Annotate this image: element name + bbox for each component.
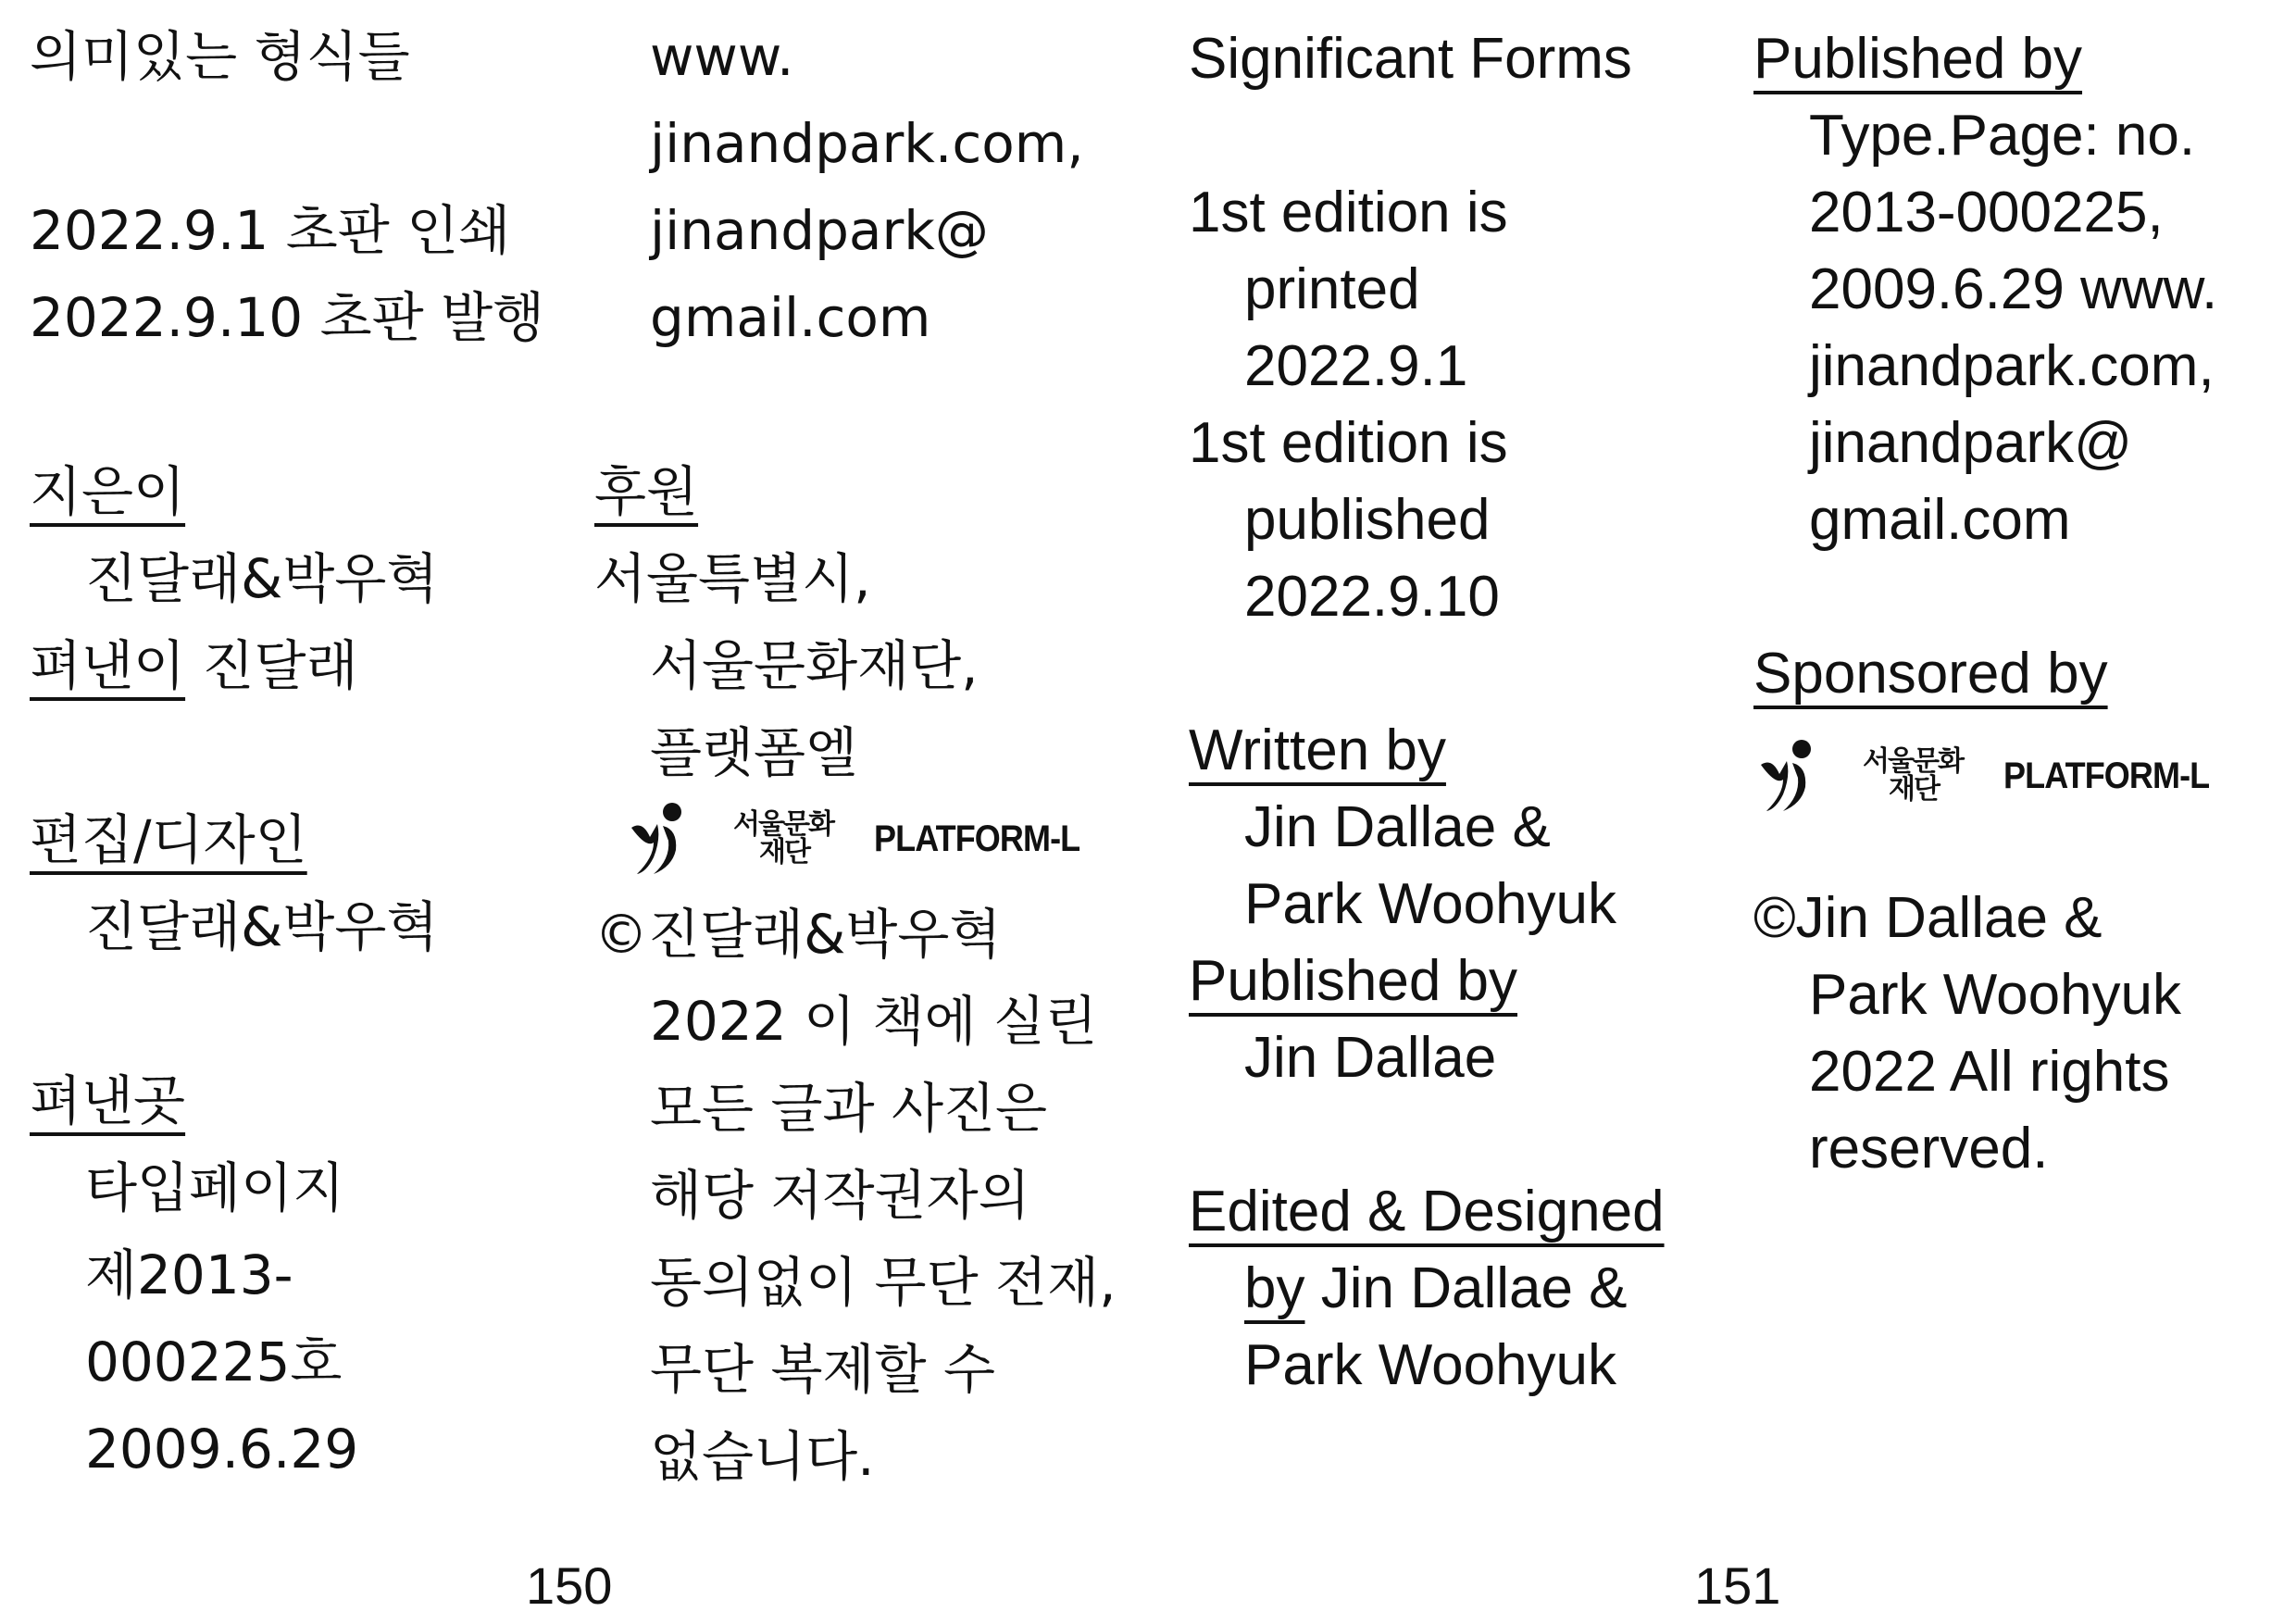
platform-l-logo: PLATFORM-L [2003,755,2210,796]
design-label-ko: 편집/디자인 [30,808,307,871]
copyright-first-en: ©Jin Dallae & [1753,886,2103,950]
left-col-2-contact [650,13,1084,361]
author-value-ko: 진달래&박우혁 [85,547,439,610]
copyright-line: 2022 이 책에 실린 [650,990,1098,1053]
edited-by-word: by [1244,1256,1305,1320]
contact-line: gmail.com [650,286,931,349]
publishedby-label-en-2: Published by [1753,27,2083,91]
seoul-foundation-logo [733,808,833,868]
sponsor-logos-en [1755,739,2232,813]
edited-label-en: Edited & Designed [1189,1180,1665,1243]
publishedby-label-en: Published by [1189,949,1518,1013]
published-line: 2022.9.10 [1244,565,1500,629]
edited-line-2: Park Woohyuk [1244,1333,1617,1397]
publishedby-line: Type.Page: no. [1809,104,2196,168]
published-date-ko: 2022.9.10 초판 발행 [30,286,545,349]
sponsor-label-ko: 후원 [594,460,699,523]
edited-line-1 [1189,1250,1665,1327]
seoul-foundation-line: 재단 [1889,773,1939,806]
platform-l-logo: PLATFORM-L [873,818,1080,859]
sponsor-line: 플랫폼엘 [650,721,858,784]
right-col-4 [1753,20,2217,712]
copyright-line: 모든 글과 사진은 [650,1077,1048,1140]
right-col-4-copyright [1753,880,2181,1187]
copyright-line: 없습니다. [650,1425,875,1488]
printed-line: 2022.9.1 [1244,334,1468,398]
left-col-1 [30,13,544,1493]
copyright-line-en: reserved. [1809,1117,2049,1181]
press-line: 타입페이지 [85,1156,345,1219]
printed-date-ko: 2022.9.1 초판 인쇄 [30,199,511,262]
publishedby-line: jinandpark@ [1809,411,2133,475]
edited-rest: Jin Dallae & [1304,1256,1628,1320]
printed-first-en: 1st edition is [1189,181,1508,244]
seoul-foundation-line: 서울문화 [1863,745,1963,778]
sponsor-line: 서울문화재단, [650,634,979,697]
design-value-ko: 진달래&박우혁 [85,895,439,958]
copyright-line-en: Park Woohyuk [1809,963,2182,1027]
press-line: 제2013- [85,1243,293,1306]
book-title-ko: 의미있는 형식들 [30,25,410,88]
seoul-foundation-logo [1863,745,1963,806]
page-number-left: 150 [526,1556,613,1615]
publishedby-line: gmail.com [1809,488,2071,552]
copyright-line-en: 2022 All rights [1809,1040,2170,1104]
left-col-2-sponsor [594,448,979,796]
publishedby-line: 2009.6.29 www. [1809,257,2218,321]
publisher-row-ko [30,622,544,709]
press-line: 2009.6.29 [85,1418,359,1480]
published-line: published [1244,488,1491,552]
written-line: Jin Dallae & [1244,795,1551,859]
press-label-ko: 펴낸곳 [30,1069,186,1132]
publisher-label-ko: 펴낸이 [30,634,186,697]
publishedby-line: jinandpark.com, [1809,334,2215,398]
seoul-city-logo-icon [1755,739,1822,813]
press-line: 000225호 [85,1330,343,1393]
sponsor-logos-ko [626,802,1103,876]
published-first-en: 1st edition is [1189,411,1508,475]
contact-line: jinandpark.com, [650,112,1084,175]
page-number-right: 151 [1694,1556,1781,1615]
contact-line: www. [650,25,794,88]
left-col-2-copyright [594,891,1117,1500]
copyright-line: 해당 저작권자의 [650,1164,1030,1227]
publisher-value-ko: 진달래 [202,634,358,697]
sponsor-first-ko: 서울특별시, [594,547,871,610]
copyright-line: 동의없이 무단 전재, [650,1251,1117,1314]
copyright-first-ko: ©진달래&박우혁 [594,903,1002,966]
contact-line: jinandpark@ [650,199,989,262]
publishedby-line: 2013-000225, [1809,181,2164,244]
seoul-foundation-line: 서울문화 [733,808,833,841]
right-col-3 [1189,20,1665,1404]
sponsored-label-en: Sponsored by [1753,642,2108,706]
publishedby-value-en: Jin Dallae [1244,1026,1497,1090]
written-line: Park Woohyuk [1244,872,1617,936]
written-label-en: Written by [1189,718,1446,782]
author-label-ko: 지은이 [30,460,186,523]
seoul-city-logo-icon [626,802,693,876]
copyright-line: 무단 복제할 수 [650,1338,996,1401]
seoul-foundation-line: 재단 [759,836,809,868]
book-title-en: Significant Forms [1189,27,1632,91]
printed-line: printed [1244,257,1420,321]
